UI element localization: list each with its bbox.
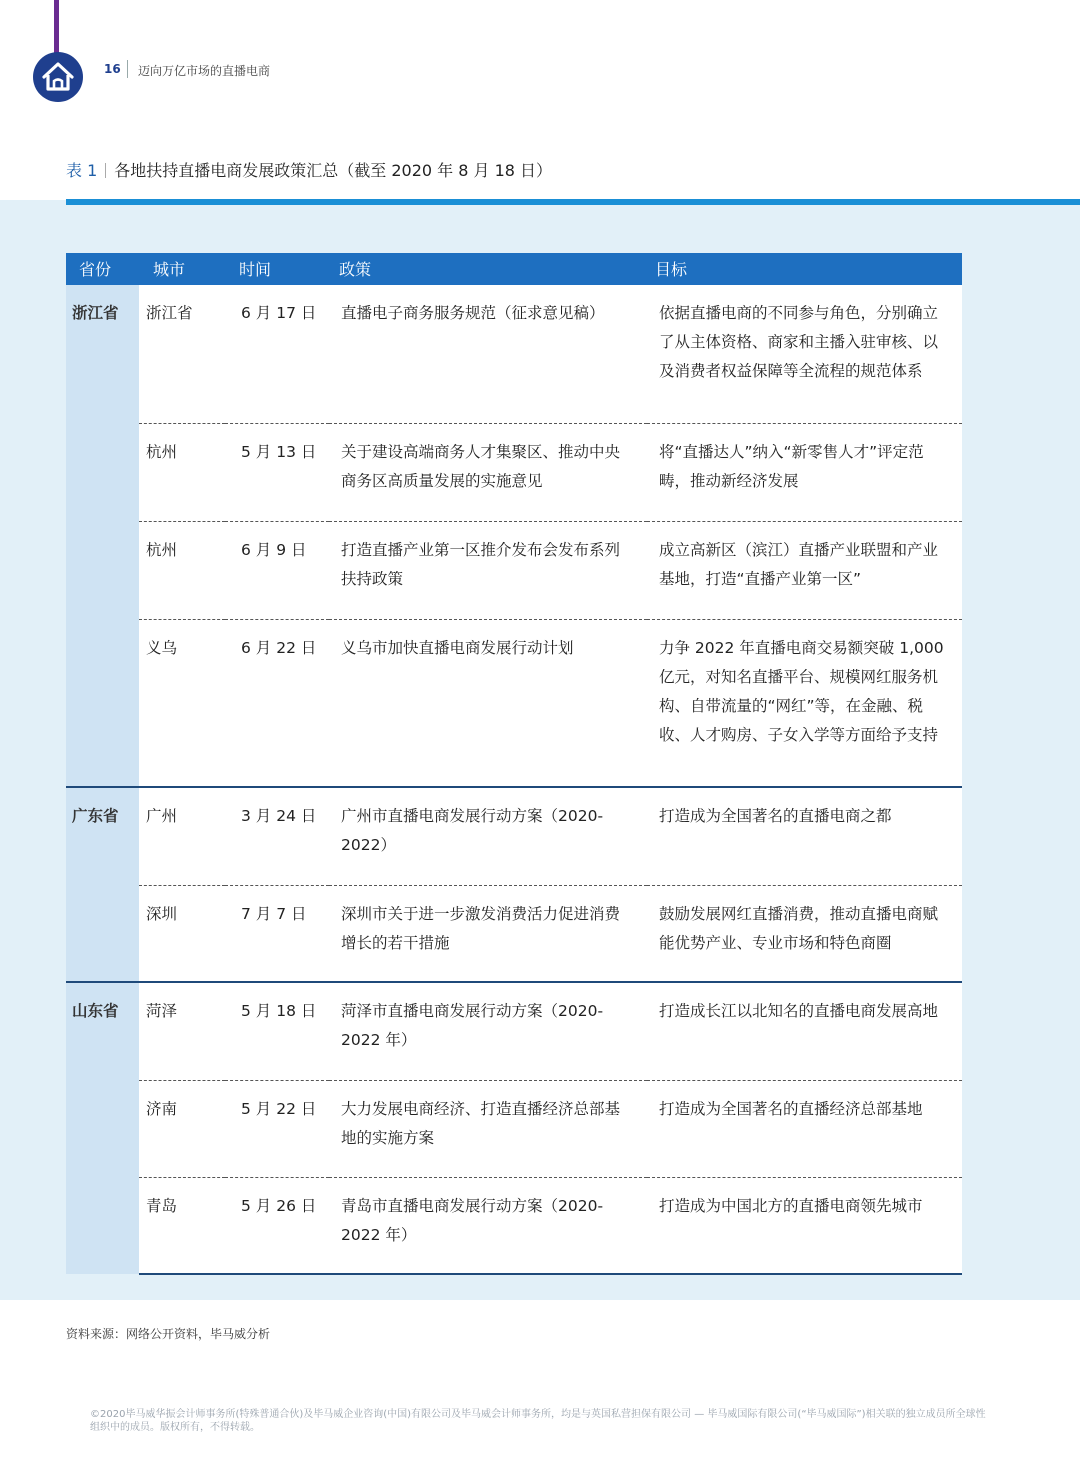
goal-cell: 打造成为中国北方的直播电商领先城市 [647, 1177, 962, 1274]
province-cell: 山东省 [66, 982, 139, 1274]
table-row [66, 285, 962, 423]
city-cell: 菏泽 [139, 982, 225, 1080]
table-row [66, 982, 962, 1080]
policy-cell: 直播电子商务服务规范（征求意见稿） [329, 285, 647, 423]
province-cell: 广东省 [66, 787, 139, 982]
table-row [66, 787, 962, 885]
city-cell: 深圳 [139, 885, 225, 982]
city-cell: 杭州 [139, 521, 225, 619]
policy-cell: 广州市直播电商发展行动方案（2020-2022） [329, 787, 647, 885]
date-cell: 7 月 7 日 [225, 885, 329, 982]
goal-cell: 成立高新区（滨江）直播产业联盟和产业基地，打造“直播产业第一区” [647, 521, 962, 619]
province-cell: 浙江省 [66, 285, 139, 787]
date-cell: 5 月 22 日 [225, 1080, 329, 1177]
column-header-province: 省份 [66, 253, 139, 285]
purple-accent-bar [54, 0, 59, 54]
table-row [66, 885, 962, 982]
city-cell: 浙江省 [139, 285, 225, 423]
date-cell: 6 月 9 日 [225, 521, 329, 619]
policy-cell: 打造直播产业第一区推介发布会发布系列扶持政策 [329, 521, 647, 619]
page-number: 16 [104, 62, 121, 76]
caption-divider [105, 163, 106, 178]
goal-cell: 将“直播达人”纳入“新零售人才”评定范畴，推动新经济发展 [647, 423, 962, 521]
city-cell: 青岛 [139, 1177, 225, 1274]
goal-cell: 打造成长江以北知名的直播电商发展高地 [647, 982, 962, 1080]
policy-cell: 菏泽市直播电商发展行动方案（2020-2022 年） [329, 982, 647, 1080]
goal-cell: 依据直播电商的不同参与角色，分别确立了从主体资格、商家和主播入驻审核、以及消费者权益保障等全流程的规范体系 [647, 285, 962, 423]
goal-cell: 力争 2022 年直播电商交易额突破 1,000 亿元，对知名直播平台、规模网红服务机构、自带流量的“网红”等，在金融、税收、人才购房、子女入学等方面给予支持 [647, 619, 962, 787]
copyright-footer: ©2020毕马威华振会计师事务所(特殊普通合伙)及毕马威企业咨询(中国)有限公司及毕马威会计师事务所，均是与英国私营担保有限公司 — 毕马威国际有限公司(“毕马威国际”)相关联的独立成员所全球性组织中的成员。版权所有，不得转载。 [90, 1409, 986, 1433]
date-cell: 6 月 17 日 [225, 285, 329, 423]
table-row [66, 521, 962, 619]
date-cell: 3 月 24 日 [225, 787, 329, 885]
goal-cell: 鼓励发展网红直播消费，推动直播电商赋能优势产业、专业市场和特色商圈 [647, 885, 962, 982]
table-row [66, 619, 962, 787]
city-cell: 义乌 [139, 619, 225, 787]
policy-cell: 大力发展电商经济、打造直播经济总部基地的实施方案 [329, 1080, 647, 1177]
home-icon [33, 52, 83, 102]
policy-cell: 青岛市直播电商发展行动方案（2020-2022 年） [329, 1177, 647, 1274]
column-header-date: 时间 [225, 253, 329, 285]
date-cell: 5 月 18 日 [225, 982, 329, 1080]
goal-cell: 打造成为全国著名的直播电商之都 [647, 787, 962, 885]
city-cell: 济南 [139, 1080, 225, 1177]
column-header-city: 城市 [139, 253, 225, 285]
column-header-policy: 政策 [329, 253, 647, 285]
column-header-goal: 目标 [647, 253, 962, 285]
running-header-title: 迈向万亿市场的直播电商 [138, 64, 271, 78]
policy-cell: 关于建设高端商务人才集聚区、推动中央商务区高质量发展的实施意见 [329, 423, 647, 521]
table-caption-title: 各地扶持直播电商发展政策汇总（截至 2020 年 8 月 18 日） [114, 161, 553, 180]
date-cell: 5 月 13 日 [225, 423, 329, 521]
table-row [66, 423, 962, 521]
header-divider [127, 60, 128, 78]
table-header-row [66, 253, 962, 285]
city-cell: 杭州 [139, 423, 225, 521]
accent-rule [66, 199, 1080, 205]
goal-cell: 打造成为全国著名的直播经济总部基地 [647, 1080, 962, 1177]
city-cell: 广州 [139, 787, 225, 885]
table-caption-tag: 表 1 [66, 161, 98, 180]
table-row [66, 1177, 962, 1274]
table-row [66, 1080, 962, 1177]
policy-table [66, 253, 962, 1275]
policy-cell: 义乌市加快直播电商发展行动计划 [329, 619, 647, 787]
date-cell: 6 月 22 日 [225, 619, 329, 787]
date-cell: 5 月 26 日 [225, 1177, 329, 1274]
policy-cell: 深圳市关于进一步激发消费活力促进消费增长的若干措施 [329, 885, 647, 982]
source-note: 资料来源：网络公开资料，毕马威分析 [66, 1327, 271, 1341]
table-caption [66, 158, 552, 181]
